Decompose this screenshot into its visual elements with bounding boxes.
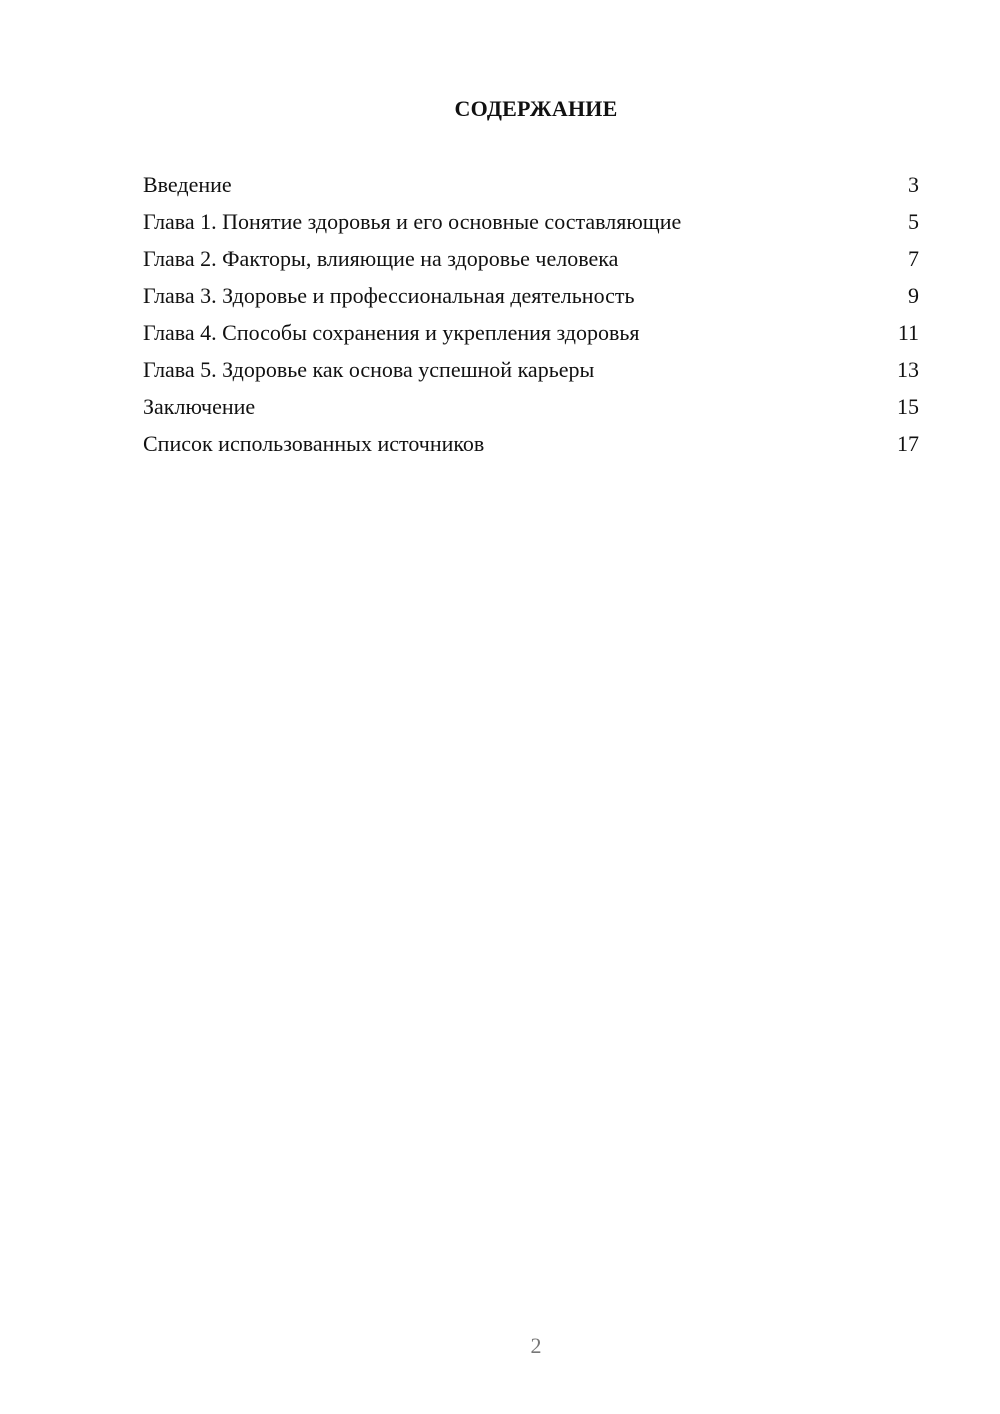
toc-entry-page: 13 [897,357,919,382]
toc-entry-page: 11 [897,320,919,345]
toc-entry-text: Введение [143,172,232,197]
toc-entry-text: Глава 4. Способы сохранения и укрепления здоровья [143,320,640,345]
toc-entry-page: 7 [908,246,919,271]
toc-entry [143,355,919,392]
toc-entry [143,170,919,207]
toc-entry-text: Глава 2. Факторы, влияющие на здоровье человека [143,246,619,271]
toc-entry-text: Заключение [143,394,256,419]
toc-entry-page: 3 [908,172,919,197]
toc-entry-page: 15 [897,394,919,419]
toc-entry-text: Глава 5. Здоровье как основа успешной карьеры [143,357,595,382]
toc-entry [143,244,919,281]
toc-entry [143,281,919,318]
toc-entry [143,429,919,466]
toc-entry [143,392,919,429]
toc-title: СОДЕРЖАНИЕ [454,96,618,121]
toc-entry-page: 5 [908,209,919,234]
toc-list [143,170,919,466]
toc-entry [143,318,919,355]
toc-entry-text: Глава 3. Здоровье и профессиональная деятельность [143,283,635,308]
toc-entry-text: Список использованных источников [143,431,485,456]
toc-entry-page: 9 [908,283,919,308]
toc-entry-page: 17 [897,431,919,456]
page-number: 2 [530,1333,542,1358]
toc-entry-text: Глава 1. Понятие здоровья и его основные составляющие [143,209,682,234]
toc-entry [143,207,919,244]
